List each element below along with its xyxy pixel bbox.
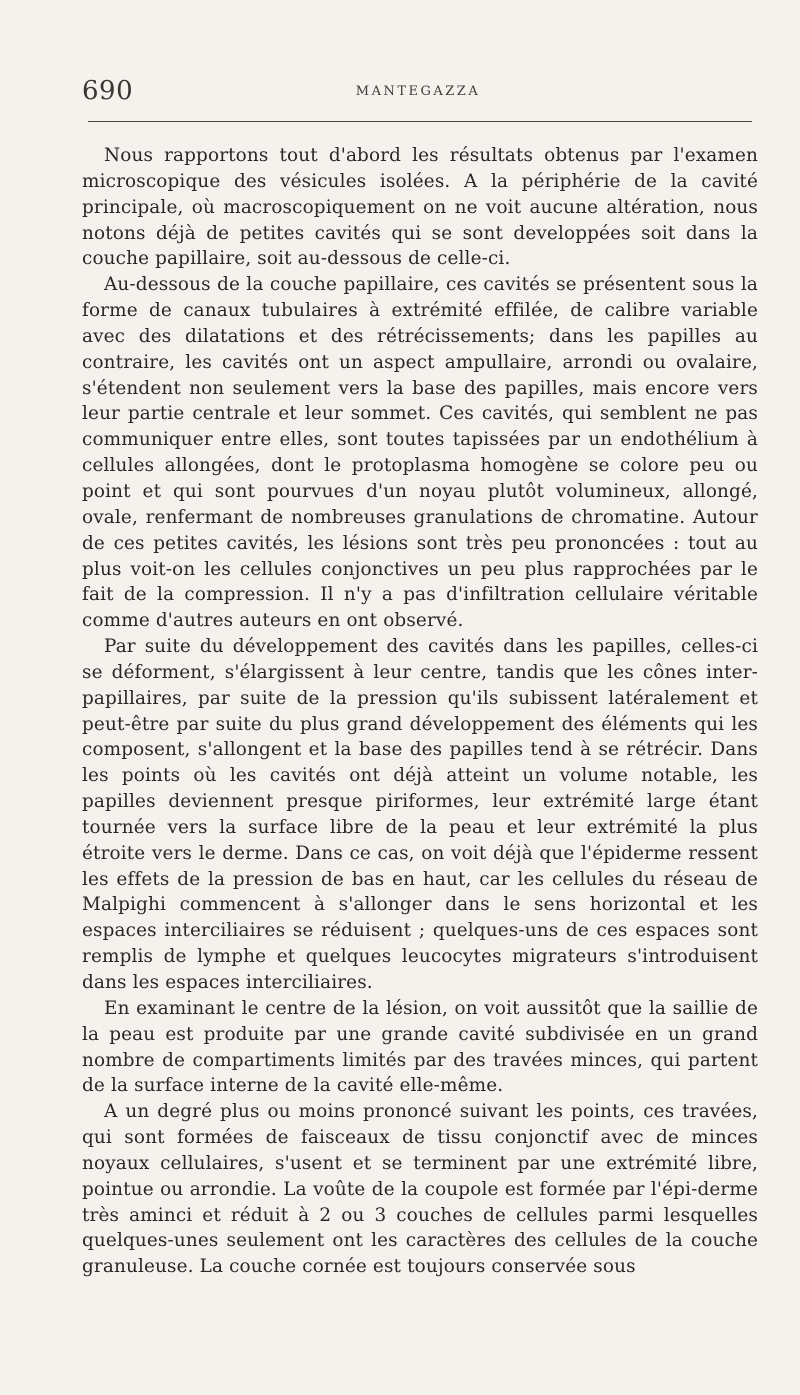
- paragraph-4: En examinant le centre de la lésion, on voit aussitôt que la saillie de la peau est produite par une grande cavité subdivisée en un grand nombre de compartiments limités par des travées minces, qui partent de la surface interne de la cavité elle-même.: [82, 997, 758, 1097]
- paragraph-1: Nous rapportons tout d'abord les résultats obtenus par l'examen microscopique des vésicules isolées. A la périphérie de la cavité principale, où macroscopiquement on ne voit aucune altération, nous notons déjà de petites cavités qui se sont developpées soit dans la couche papillaire, soit au-dessous de celle-ci.: [82, 145, 758, 270]
- paragraph-5: A un degré plus ou moins prononcé suivant les points, ces travées, qui sont formées de faisceaux de tissu conjonctif avec de minces noyaux cellulaires, s'usent et se terminent par une extrémité libre, pointue ou arrondie. La voûte de la coupole est formée par l'épi-derme très aminci et réduit à 2 ou 3 couches de cellules parmi lesquelles quelques-unes seulement ont les caractères des cellules de la couche granuleuse. La couche cornée est toujours conservée sous: [82, 1101, 758, 1278]
- paragraph-3: Par suite du développement des cavités dans les papilles, celles-ci se déforment, s'élargissent à leur centre, tandis que les cônes inter-papillaires, par suite de la pression qu'ils subissent latéralement et peut-être par suite du plus grand développement des éléments qui les composent, s'allongent et la base des papilles tend à se rétrécir. Dans les points où les cavités ont déjà atteint un volume notable, les papilles deviennent presque piriformes, leur extrémité large étant tournée vers la surface libre de la peau et leur extrémité la plus étroite vers le derme. Dans ce cas, on voit déjà que l'épiderme ressent les effets de la pression de bas en haut, car les cellules du réseau de Malpighi commencent à s'allonger dans le sens horizontal et les espaces interciliaires se réduisent ; quelques-uns de ces espaces sont remplis de lymphe et quelques leucocytes migrateurs s'introduisent dans les espaces interciliaires.: [82, 636, 758, 993]
- body-text: [82, 143, 758, 1280]
- header-rule: [88, 121, 752, 122]
- page-header: [82, 76, 754, 116]
- page-number: 690: [82, 76, 134, 106]
- running-head: MANTEGAZZA: [355, 84, 481, 99]
- paragraph-2: Au-dessous de la couche papillaire, ces cavités se présentent sous la forme de canaux tubulaires à extrémité effilée, de calibre variable avec des dilatations et des rétrécissements; dans les papilles au contraire, les cavités ont un aspect ampullaire, arrondi ou ovalaire, s'étendent non seulement vers la base des papilles, mais encore vers leur partie centrale et leur sommet. Ces cavités, qui semblent ne pas communiquer entre elles, sont toutes tapissées par un endothélium à cellules allongées, dont le protoplasma homogène se colore peu ou point et qui sont pourvues d'un noyau plutôt volumineux, allongé, ovale, renfermant de nombreuses granulations de chromatine. Autour de ces petites cavités, les lésions sont très peu prononcées : tout au plus voit-on les cellules conjonctives un peu plus rapprochées par le fait de la compression. Il n'y a pas d'infiltration cellulaire véritable comme d'autres auteurs en ont observé.: [82, 274, 758, 632]
